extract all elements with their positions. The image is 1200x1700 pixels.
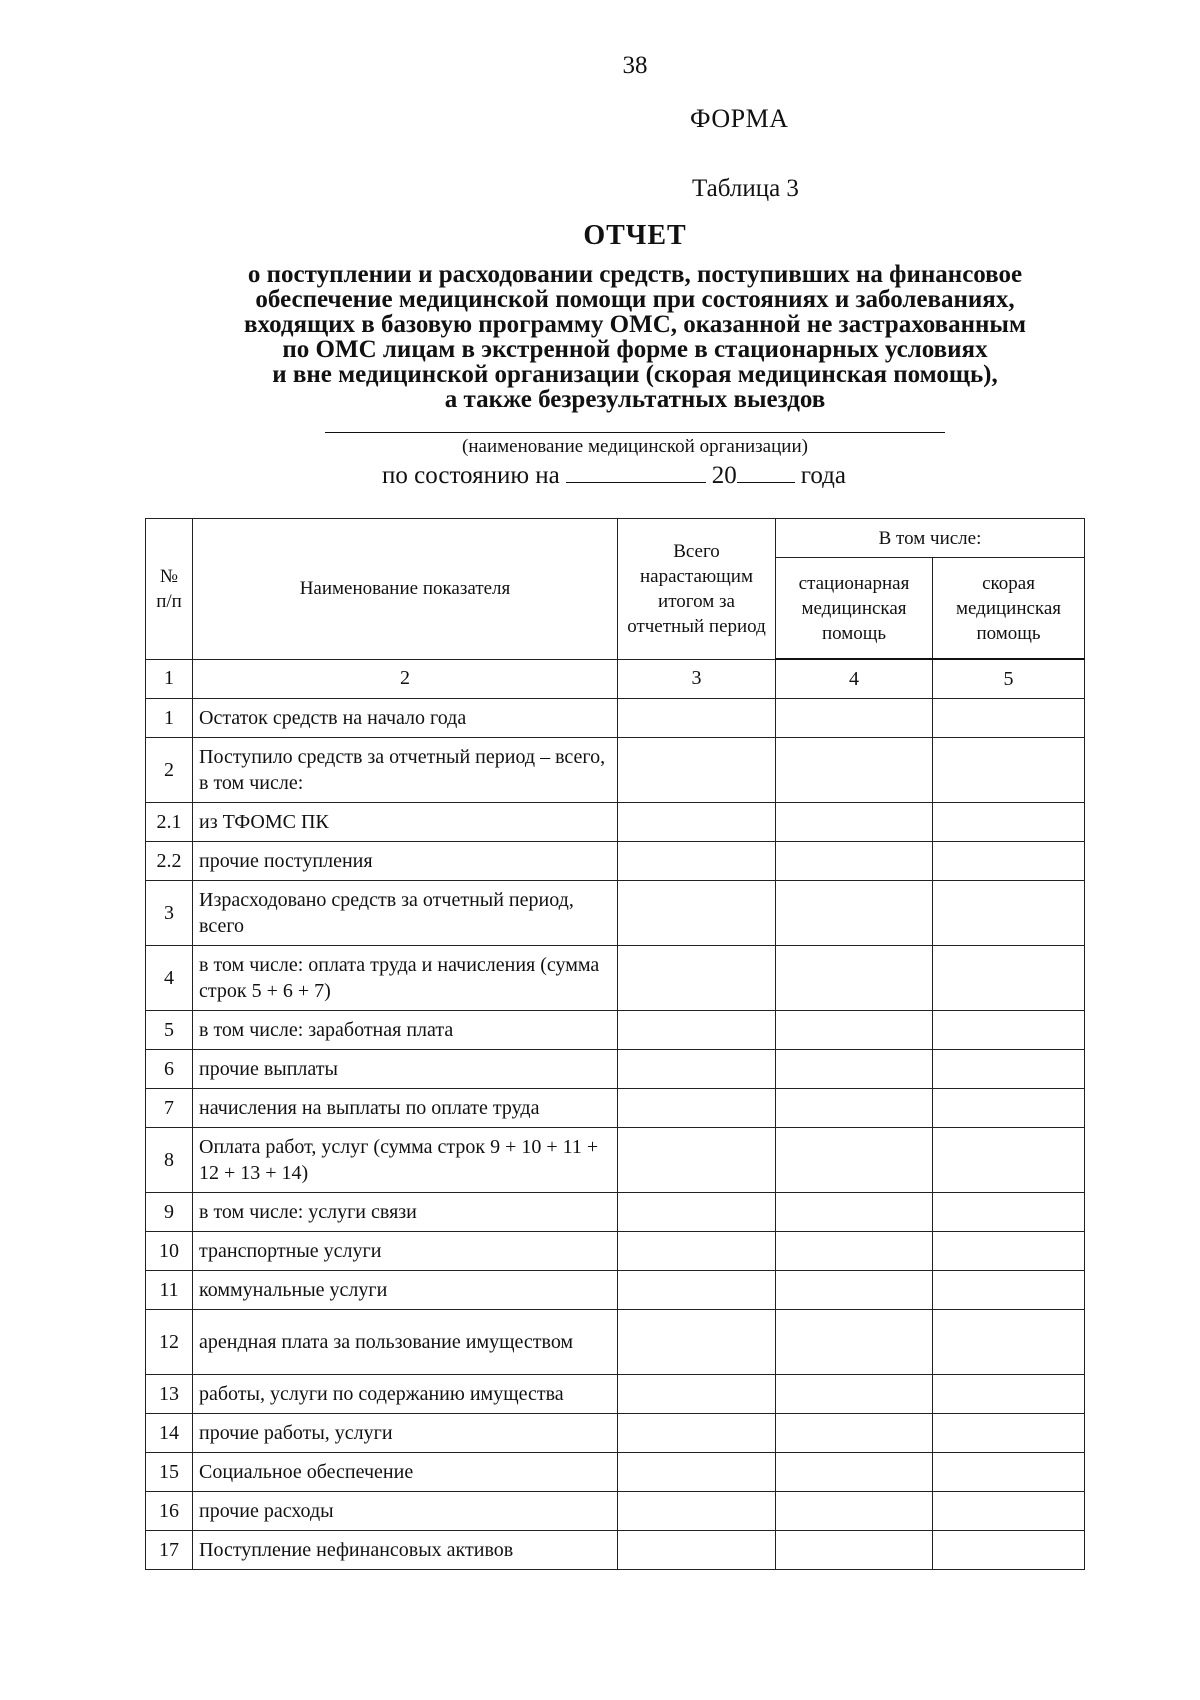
total-cell[interactable]	[618, 1089, 776, 1128]
ambulance-cell[interactable]	[933, 881, 1085, 946]
ambulance-cell[interactable]	[933, 1050, 1085, 1089]
row-number: 6	[146, 1050, 193, 1089]
row-number: 10	[146, 1232, 193, 1271]
total-cell[interactable]	[618, 738, 776, 803]
inpatient-cell[interactable]	[776, 803, 933, 842]
ambulance-cell[interactable]	[933, 1193, 1085, 1232]
row-number: 5	[146, 1011, 193, 1050]
inpatient-cell[interactable]	[776, 1453, 933, 1492]
org-name-caption: (наименование медицинской организации)	[462, 436, 808, 457]
inpatient-cell[interactable]	[776, 699, 933, 738]
inpatient-cell[interactable]	[776, 881, 933, 946]
row-number: 1	[146, 699, 193, 738]
total-cell[interactable]	[618, 699, 776, 738]
total-cell[interactable]	[618, 1271, 776, 1310]
header-inpatient: стационарная медицинская помощь	[776, 558, 933, 660]
total-cell[interactable]	[618, 1531, 776, 1570]
inpatient-cell[interactable]	[776, 946, 933, 1011]
total-cell[interactable]	[618, 1193, 776, 1232]
total-cell[interactable]	[618, 1011, 776, 1050]
row-number: 8	[146, 1128, 193, 1193]
ambulance-cell[interactable]	[933, 1453, 1085, 1492]
row-number: 14	[146, 1414, 193, 1453]
table-row	[146, 1050, 1085, 1089]
row-number: 9	[146, 1193, 193, 1232]
row-name: прочие поступления	[193, 842, 618, 881]
row-number: 12	[146, 1310, 193, 1375]
ambulance-cell[interactable]	[933, 1089, 1085, 1128]
inpatient-cell[interactable]	[776, 1375, 933, 1414]
report-table	[145, 518, 1085, 1570]
date-blank[interactable]	[566, 462, 706, 483]
subtitle-line: обеспечение медицинской помощи при состояниях и заболеваниях,	[255, 286, 1015, 313]
header-total: Всего нарастающим итогом за отчетный период	[618, 519, 776, 660]
inpatient-cell[interactable]	[776, 1089, 933, 1128]
table-row	[146, 1492, 1085, 1531]
ambulance-cell[interactable]	[933, 1232, 1085, 1271]
row-name: Поступило средств за отчетный период – всего, в том числе:	[193, 738, 618, 803]
row-name: коммунальные услуги	[193, 1271, 618, 1310]
table-label: Таблица 3	[692, 175, 799, 202]
total-cell[interactable]	[618, 1232, 776, 1271]
as-of-prefix: по состоянию на	[382, 462, 560, 489]
table-row	[146, 946, 1085, 1011]
ambulance-cell[interactable]	[933, 803, 1085, 842]
table-row	[146, 1232, 1085, 1271]
row-number: 2.1	[146, 803, 193, 842]
column-number: 3	[618, 659, 776, 699]
row-number: 2	[146, 738, 193, 803]
ambulance-cell[interactable]	[933, 1531, 1085, 1570]
as-of-suffix: года	[800, 462, 846, 489]
year-blank[interactable]	[737, 462, 795, 483]
row-number: 2.2	[146, 842, 193, 881]
ambulance-cell[interactable]	[933, 1310, 1085, 1375]
row-name: прочие расходы	[193, 1492, 618, 1531]
header-ambulance: скорая медицинская помощь	[933, 558, 1085, 660]
table-row	[146, 1414, 1085, 1453]
inpatient-cell[interactable]	[776, 1271, 933, 1310]
table-row	[146, 1271, 1085, 1310]
table-row	[146, 1011, 1085, 1050]
page-number: 38	[622, 52, 648, 79]
column-number: 5	[933, 659, 1085, 699]
inpatient-cell[interactable]	[776, 1050, 933, 1089]
table-row	[146, 1531, 1085, 1570]
inpatient-cell[interactable]	[776, 1414, 933, 1453]
table-row	[146, 1128, 1085, 1193]
inpatient-cell[interactable]	[776, 738, 933, 803]
total-cell[interactable]	[618, 1414, 776, 1453]
inpatient-cell[interactable]	[776, 1011, 933, 1050]
inpatient-cell[interactable]	[776, 842, 933, 881]
total-cell[interactable]	[618, 1453, 776, 1492]
total-cell[interactable]	[618, 1492, 776, 1531]
total-cell[interactable]	[618, 1310, 776, 1375]
report-title: ОТЧЕТ	[583, 220, 687, 251]
column-number: 2	[193, 659, 618, 699]
ambulance-cell[interactable]	[933, 842, 1085, 881]
ambulance-cell[interactable]	[933, 1271, 1085, 1310]
form-label: ФОРМА	[690, 104, 789, 133]
row-name: Поступление нефинансовых активов	[193, 1531, 618, 1570]
table-row	[146, 1193, 1085, 1232]
table-row	[146, 842, 1085, 881]
inpatient-cell[interactable]	[776, 1193, 933, 1232]
table-row	[146, 699, 1085, 738]
column-number-row	[146, 659, 1085, 699]
header-name: Наименование показателя	[193, 519, 618, 660]
table-row	[146, 803, 1085, 842]
row-name: в том числе: заработная плата	[193, 1011, 618, 1050]
subtitle-line: о поступлении и расходовании средств, поступивших на финансовое	[247, 261, 1023, 288]
total-cell[interactable]	[618, 1128, 776, 1193]
inpatient-cell[interactable]	[776, 1232, 933, 1271]
row-name: работы, услуги по содержанию имущества	[193, 1375, 618, 1414]
inpatient-cell[interactable]	[776, 1531, 933, 1570]
row-name: из ТФОМС ПК	[193, 803, 618, 842]
report-subtitle	[150, 262, 1120, 412]
subtitle-line: входящих в базовую программу ОМС, оказанной не застрахованным	[244, 311, 1026, 338]
row-number: 17	[146, 1531, 193, 1570]
table-row	[146, 1375, 1085, 1414]
subtitle-line: а также безрезультатных выездов	[444, 386, 826, 413]
total-cell[interactable]	[618, 1375, 776, 1414]
row-name: прочие выплаты	[193, 1050, 618, 1089]
table-row	[146, 738, 1085, 803]
inpatient-cell[interactable]	[776, 1492, 933, 1531]
column-number: 4	[776, 659, 933, 699]
row-number: 4	[146, 946, 193, 1011]
total-cell[interactable]	[618, 842, 776, 881]
ambulance-cell[interactable]	[933, 946, 1085, 1011]
row-number: 3	[146, 881, 193, 946]
row-number: 16	[146, 1492, 193, 1531]
inpatient-cell[interactable]	[776, 1128, 933, 1193]
total-cell[interactable]	[618, 803, 776, 842]
total-cell[interactable]	[618, 946, 776, 1011]
row-name: арендная плата за пользование имуществом	[193, 1310, 618, 1375]
inpatient-cell[interactable]	[776, 1310, 933, 1375]
row-number: 7	[146, 1089, 193, 1128]
table-row	[146, 1453, 1085, 1492]
total-cell[interactable]	[618, 881, 776, 946]
header-including: В том числе:	[776, 519, 1085, 558]
total-cell[interactable]	[618, 1050, 776, 1089]
row-name: Остаток средств на начало года	[193, 699, 618, 738]
row-name: прочие работы, услуги	[193, 1414, 618, 1453]
row-name: в том числе: услуги связи	[193, 1193, 618, 1232]
ambulance-cell[interactable]	[933, 1375, 1085, 1414]
table-row	[146, 1310, 1085, 1375]
column-number: 1	[146, 659, 193, 699]
ambulance-cell[interactable]	[933, 1492, 1085, 1531]
table-row	[146, 1089, 1085, 1128]
row-name: транспортные услуги	[193, 1232, 618, 1271]
year-prefix: 20	[711, 462, 737, 489]
row-name: в том числе: оплата труда и начисления (сумма строк 5 + 6 + 7)	[193, 946, 618, 1011]
row-number: 11	[146, 1271, 193, 1310]
subtitle-line: и вне медицинской организации (скорая медицинская помощь),	[272, 361, 998, 388]
header-num: № п/п	[146, 519, 193, 660]
row-name: Оплата работ, услуг (сумма строк 9 + 10 + 11 + 12 + 13 + 14)	[193, 1128, 618, 1193]
as-of-date-line	[382, 462, 846, 490]
ambulance-cell[interactable]	[933, 1011, 1085, 1050]
ambulance-cell[interactable]	[933, 699, 1085, 738]
table-row	[146, 881, 1085, 946]
row-number: 13	[146, 1375, 193, 1414]
org-name-blank-line[interactable]	[325, 432, 945, 433]
row-number: 15	[146, 1453, 193, 1492]
ambulance-cell[interactable]	[933, 738, 1085, 803]
ambulance-cell[interactable]	[933, 1128, 1085, 1193]
subtitle-line: по ОМС лицам в экстренной форме в стационарных условиях	[282, 336, 988, 363]
row-name: Социальное обеспечение	[193, 1453, 618, 1492]
row-name: Израсходовано средств за отчетный период, всего	[193, 881, 618, 946]
row-name: начисления на выплаты по оплате труда	[193, 1089, 618, 1128]
ambulance-cell[interactable]	[933, 1414, 1085, 1453]
